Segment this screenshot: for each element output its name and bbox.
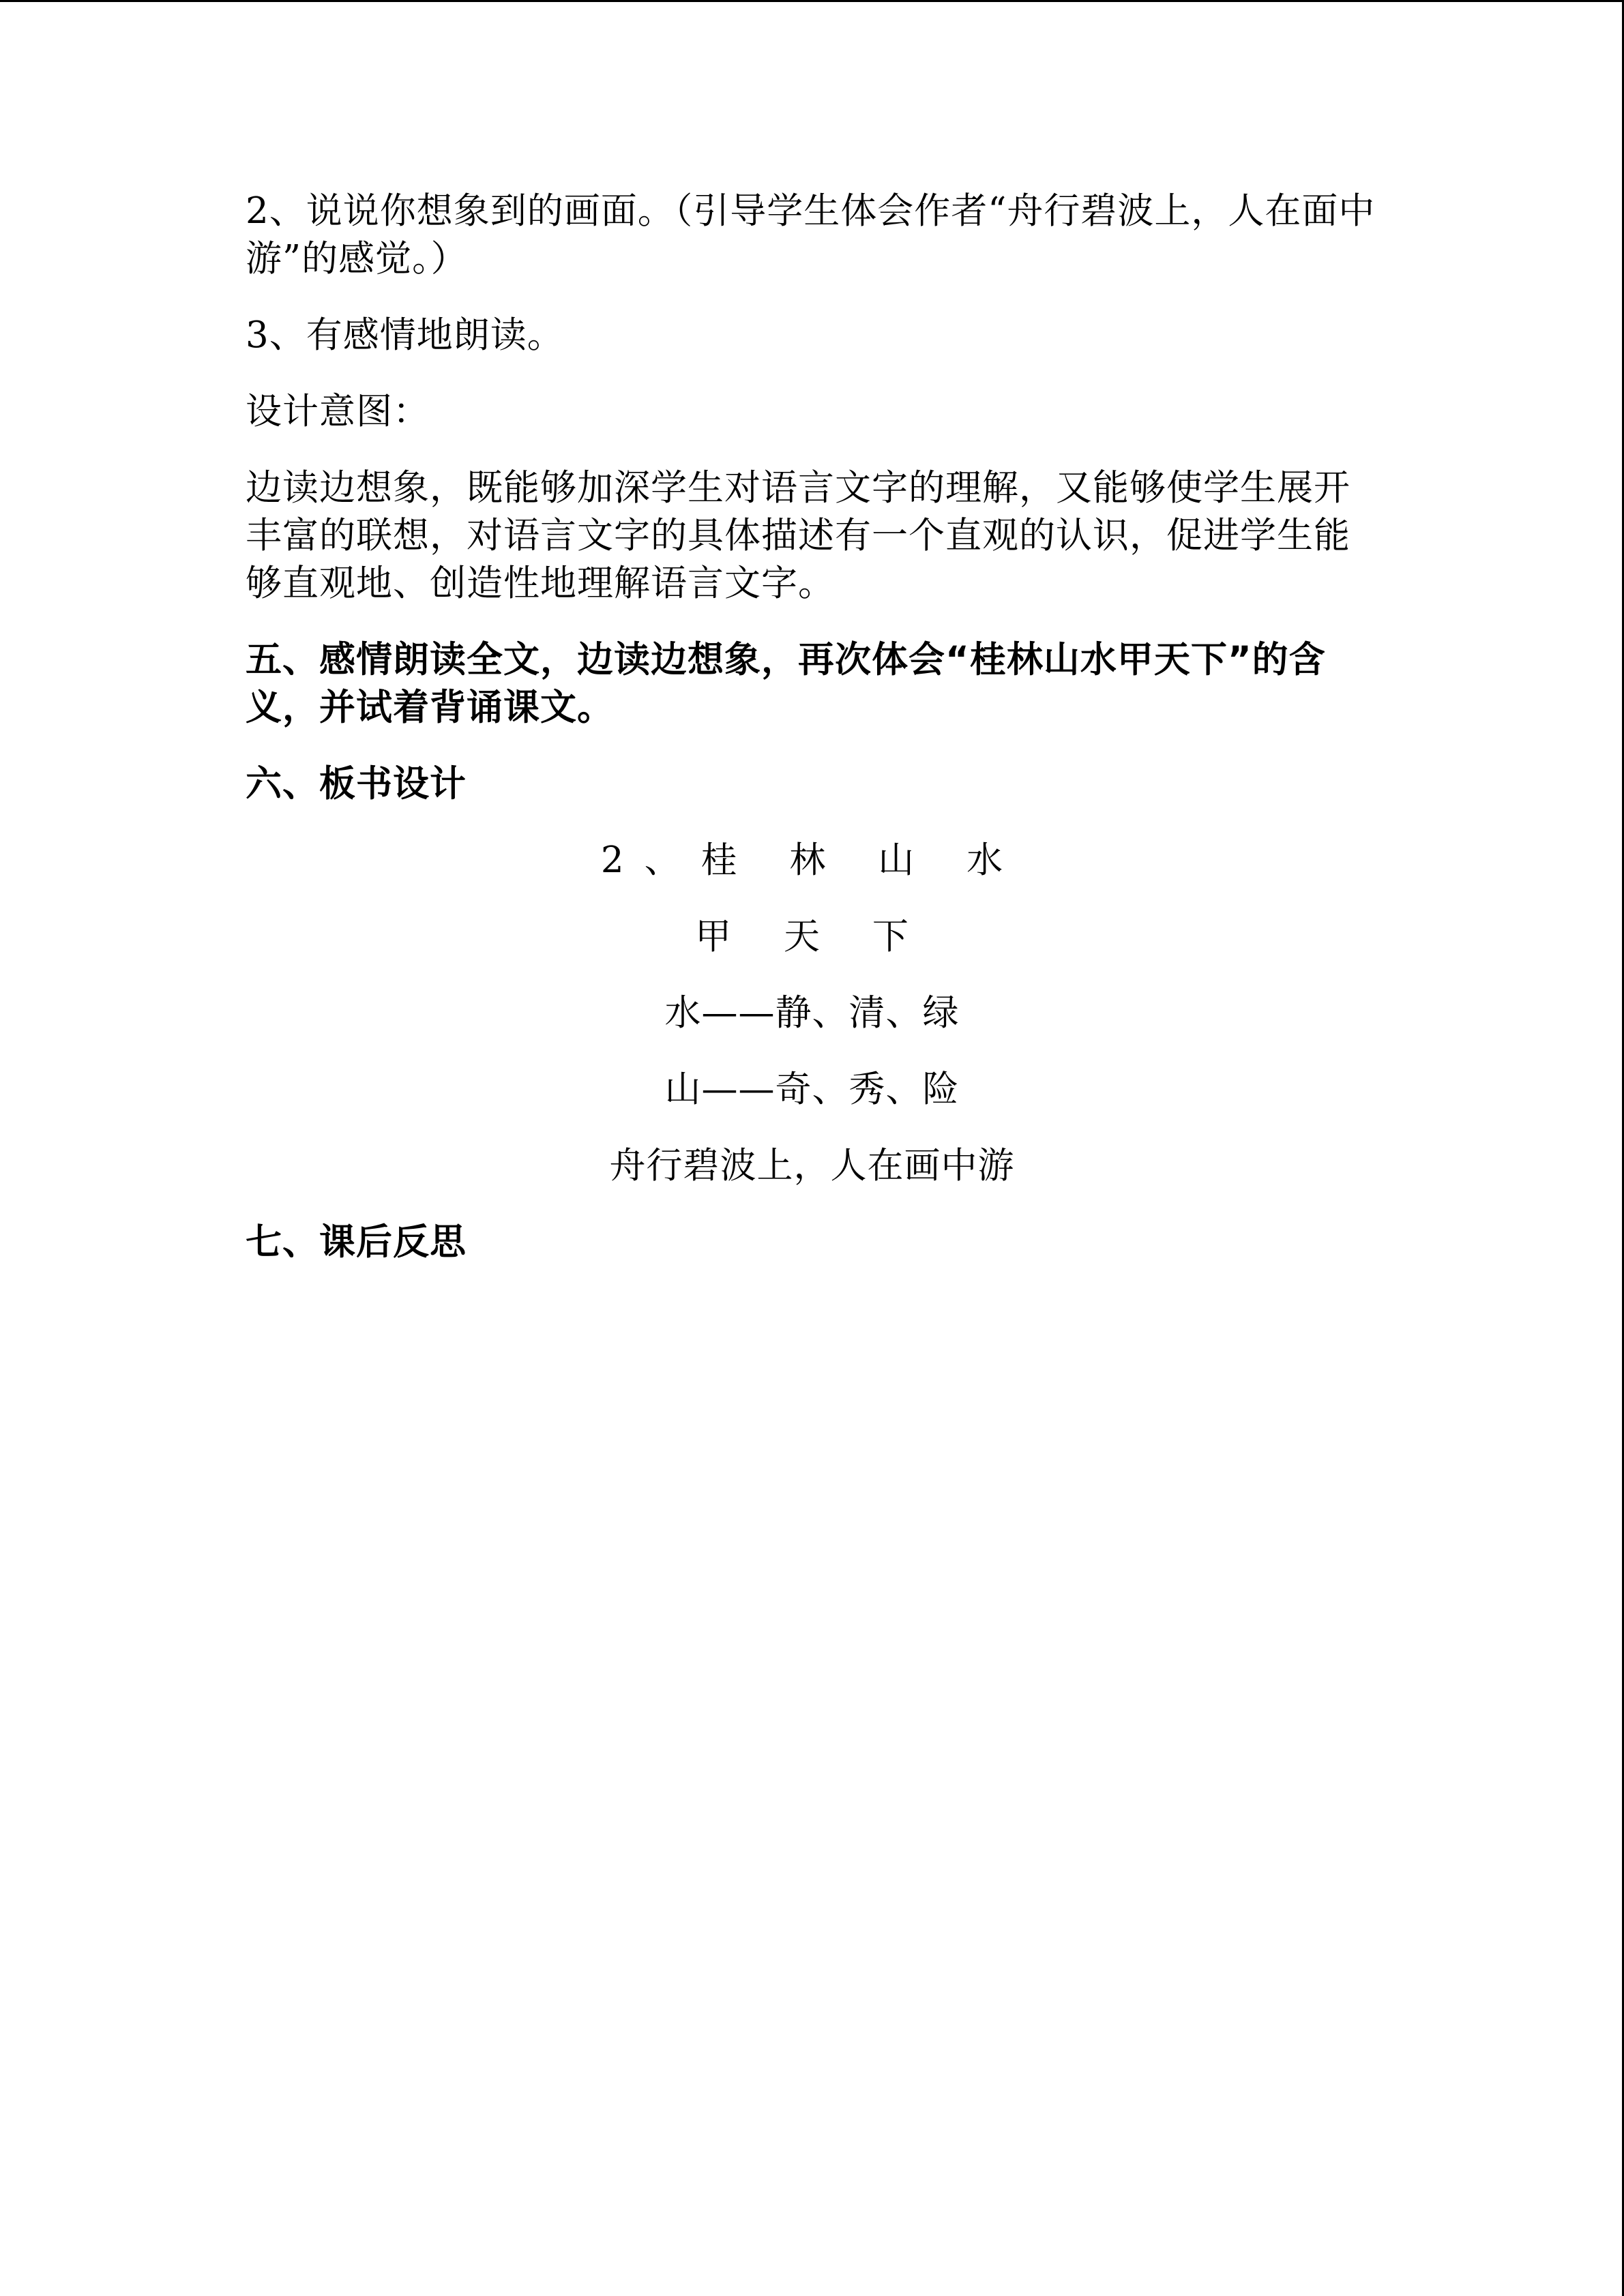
item-3-paragraph: 3、有感情地朗读。 [246,314,564,356]
design-intent-text: 边读边想象，既能够加深学生对语言文字的理解，又能够使学生展开丰富的联想，对语言文字的具体描述有一个直观的认识，促进学生能够直观地、创造性地理解语言文字。 [246,467,1350,604]
section-7-heading: 七、课后反思 [246,1221,467,1263]
board-boat-line: 舟行碧波上，人在画中游 [609,1145,1015,1187]
board-title: 2、桂 林 山 水 [600,839,1024,881]
section-5-heading: 五、感情朗读全文，边读边想象，再次体会“桂林山水甲天下”的含义，并试着背诵课文。 [246,639,1326,728]
board-subtitle: 甲 天 下 [695,916,929,957]
page-content [246,188,1378,1295]
design-intent-label: 设计意图： [246,391,430,432]
board-mountain-line: 山——奇、秀、险 [664,1069,960,1110]
item-2-paragraph: 2、说说你想象到的画面。（引导学生体会作者“舟行碧波上，人在面中游”的感觉。） [246,190,1376,280]
section-6-heading: 六、板书设计 [246,763,467,805]
board-water-line: 水——静、清、绿 [664,992,960,1034]
